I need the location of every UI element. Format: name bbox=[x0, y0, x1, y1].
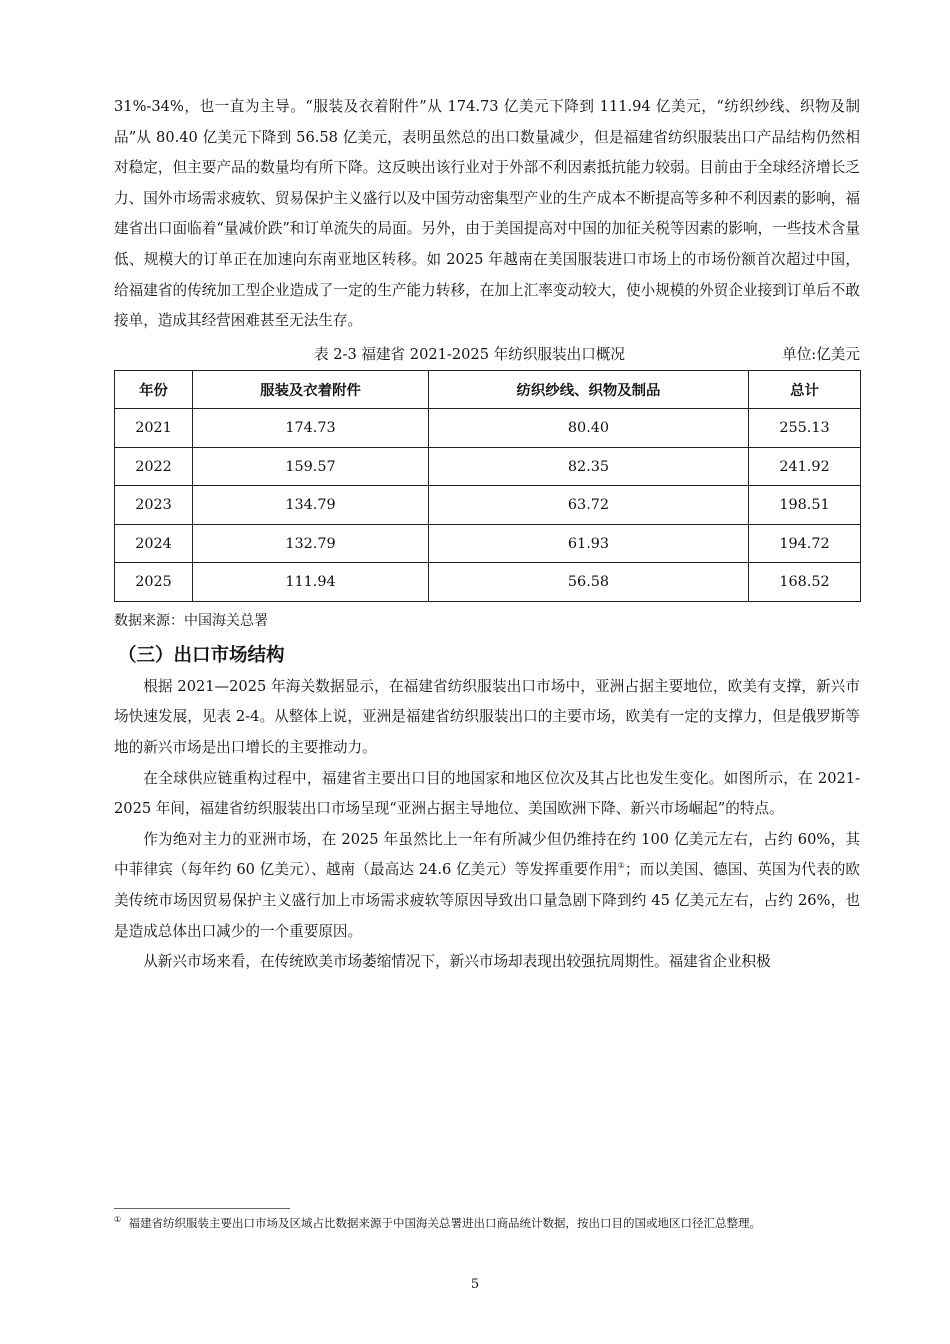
paragraph-3: 在全球供应链重构过程中，福建省主要出口目的地国家和地区位次及其占比也发生变化。如图所示，在 2021-2025 年间，福建省纺织服装出口市场呈现“亚洲占据主导地位、美国欧洲下降、新兴市场崛起”的特点。 bbox=[114, 769, 860, 818]
document-body bbox=[114, 92, 860, 978]
paragraph-5: 从新兴市场来看，在传统欧美市场萎缩情况下，新兴市场却表现出较强抗周期性。福建省企业积极 bbox=[143, 953, 771, 971]
header-year: 年份 bbox=[115, 370, 193, 409]
table-row bbox=[115, 447, 861, 486]
paragraph-1: 31%-34%，也一直为主导。“服装及衣着附件”从 174.73 亿美元下降到 111.94 亿美元，“纺织纱线、织物及制品”从 80.40 亿美元下降到 56.58 亿美元，表明虽然总的出口数量减少，但是福建省纺织服装出口产品结构仍然相对稳定，但主要产品的数量均有所下降。这反映出该行业对于外部不利因素抵抗能力较弱。目前由于全球经济增长乏力、国外市场需求疲软、贸易保护主义盛行以及中国劳动密集型产业的生产成本不断提高等多种不利因素的影响，福建省出口面临着“量减价跌”和订单流失的局面。另外，由于美国提高对中国的加征关税等因素的影响，一些技术含量低、规模大的订单正在加速向东南亚地区转移。如 2025 年越南在美国服装进口市场上的市场份额首次超过中国，给福建省的传统加工型企业造成了一定的生产能力转移，在加上汇率变动较大，使小规模的外贸企业接到订单后不敢接单，造成其经营困难甚至无法生存。 bbox=[114, 98, 860, 330]
paragraph-2: 根据 2021—2025 年海关数据显示，在福建省纺织服装出口市场中，亚洲占据主要地位，欧美有支撑，新兴市场快速发展，见表 2-4。从整体上说，亚洲是福建省纺织服装出口的主要市场，欧美有一定的支撑力，但是俄罗斯等地的新兴市场是出口增长的主要推动力。 bbox=[114, 677, 860, 756]
cell-year: 2024 bbox=[115, 524, 193, 563]
cell-apparel: 132.79 bbox=[193, 524, 429, 563]
cell-textiles: 63.72 bbox=[429, 486, 749, 525]
paragraph-4-part-a: 作为绝对主力的亚洲市场，在 2025 年虽然比上一年有所减少但仍维持在约 100 亿美元左右，占约 60%，其中菲律宾（每年约 60 亿美元）、越南（最高达 24.6 亿美元）等发挥重要作用 bbox=[114, 830, 860, 879]
table-row bbox=[115, 563, 861, 602]
footnote bbox=[114, 1214, 860, 1232]
cell-textiles: 61.93 bbox=[429, 524, 749, 563]
cell-total: 241.92 bbox=[749, 447, 861, 486]
footnote-reference[interactable]: ① bbox=[617, 861, 625, 871]
table-source: 数据来源：中国海关总署 bbox=[114, 612, 268, 629]
cell-apparel: 159.57 bbox=[193, 447, 429, 486]
cell-apparel: 174.73 bbox=[193, 409, 429, 448]
export-table bbox=[114, 370, 861, 602]
table-header-row bbox=[115, 370, 861, 409]
paragraph-4-part-b: ；而以美国、德国、英国为代表的欧美传统市场因贸易保护主义盛行加上市场需求疲软等原因导致出口量急剧下降到约 45 亿美元左右，占约 26%，也是造成总体出口减少的一个重要原因。 bbox=[114, 861, 860, 940]
page-number: 5 bbox=[470, 1277, 480, 1292]
table-caption-row bbox=[114, 340, 860, 370]
cell-total: 255.13 bbox=[749, 409, 861, 448]
cell-total: 198.51 bbox=[749, 486, 861, 525]
table-row bbox=[115, 486, 861, 525]
table-unit: 单位:亿美元 bbox=[782, 345, 860, 363]
section-heading: （三）出口市场结构 bbox=[118, 644, 285, 666]
paragraph-4 bbox=[114, 825, 860, 947]
table-row bbox=[115, 524, 861, 563]
cell-year: 2021 bbox=[115, 409, 193, 448]
cell-textiles: 82.35 bbox=[429, 447, 749, 486]
cell-apparel: 134.79 bbox=[193, 486, 429, 525]
table-row bbox=[115, 409, 861, 448]
cell-textiles: 56.58 bbox=[429, 563, 749, 602]
cell-apparel: 111.94 bbox=[193, 563, 429, 602]
footnote-mark: ① bbox=[114, 1215, 122, 1225]
header-apparel: 服装及衣着附件 bbox=[193, 370, 429, 409]
cell-total: 168.52 bbox=[749, 563, 861, 602]
cell-year: 2025 bbox=[115, 563, 193, 602]
table-caption: 表 2-3 福建省 2021-2025 年纺织服装出口概况 bbox=[314, 345, 625, 363]
cell-year: 2022 bbox=[115, 447, 193, 486]
header-textiles: 纺织纱线、织物及制品 bbox=[429, 370, 749, 409]
cell-total: 194.72 bbox=[749, 524, 861, 563]
footnote-text: 福建省纺织服装主要出口市场及区域占比数据来源于中国海关总署进出口商品统计数据，按出口目的国或地区口径汇总整理。 bbox=[128, 1216, 761, 1230]
header-total: 总计 bbox=[749, 370, 861, 409]
cell-year: 2023 bbox=[115, 486, 193, 525]
cell-textiles: 80.40 bbox=[429, 409, 749, 448]
footnote-divider bbox=[114, 1208, 290, 1209]
